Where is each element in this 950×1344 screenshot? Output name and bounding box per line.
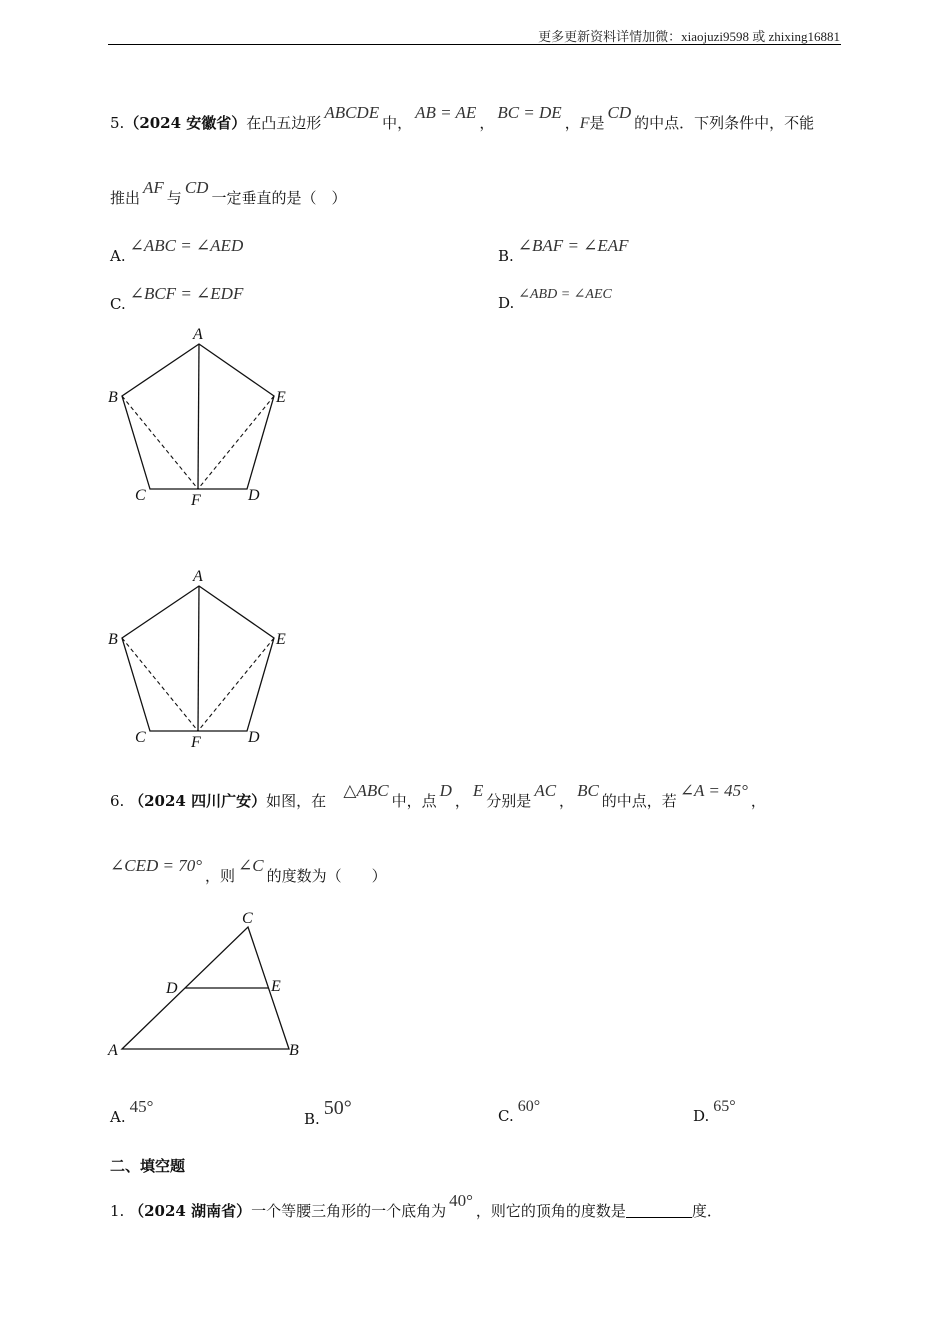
q5-option-a[interactable]	[110, 236, 244, 266]
q6-angle-a: ∠A = 45°	[679, 781, 748, 800]
q5-line-1	[110, 103, 815, 133]
q6-option-b[interactable]	[304, 1097, 352, 1130]
fill1-angle: 40°	[449, 1191, 473, 1210]
fill1-text: 一个等腰三角形的一个底角为	[251, 1202, 447, 1220]
option-label: B.	[498, 247, 514, 265]
q6-number: 6.	[110, 792, 125, 810]
triangle-figure	[100, 905, 320, 1065]
q6-line-2	[110, 856, 387, 886]
q6-triangle: △ABC	[343, 781, 389, 800]
option-label: C.	[110, 295, 126, 313]
label-a: A	[193, 326, 203, 343]
answer-blank[interactable]	[626, 1203, 692, 1218]
q5-segment-cd: CD	[607, 103, 632, 122]
q6-source: （2024 四川广安）	[129, 792, 267, 810]
segment-af	[198, 586, 199, 731]
q6-option-a[interactable]	[110, 1097, 154, 1127]
label-e: E	[276, 389, 286, 406]
label-b: B	[108, 389, 118, 406]
option-text: 60°	[517, 1098, 541, 1115]
q5-text: 的中点．下列条件中，不能	[634, 114, 815, 132]
q6-line-1	[110, 781, 766, 811]
segment-ef	[198, 638, 274, 731]
option-text: ∠ABC = ∠AED	[129, 236, 244, 255]
option-text: 50°	[323, 1097, 352, 1119]
label-d: D	[248, 487, 260, 504]
segment-ef	[198, 396, 274, 489]
label-a: A	[108, 1042, 118, 1059]
label-c: C	[135, 487, 146, 504]
q6-text: 的中点，若	[601, 792, 677, 810]
q6-text: 分别是	[486, 792, 532, 810]
q6-option-c[interactable]	[498, 1098, 541, 1126]
option-label: D.	[498, 294, 515, 312]
q6-angle-c: ∠C	[238, 856, 264, 875]
q5-text: 中，	[382, 114, 413, 132]
option-text: ∠ABD = ∠AEC	[518, 287, 612, 302]
q6-text: 的度数为（ ）	[266, 867, 387, 885]
pentagon-figure-1	[100, 322, 310, 512]
q6-segment-ac: AC	[534, 781, 557, 800]
q5-sep: ，	[564, 114, 580, 132]
q5-line-2	[110, 178, 347, 208]
q5-text: 是	[589, 114, 605, 132]
option-label: A.	[110, 247, 126, 265]
option-text: ∠BCF = ∠EDF	[129, 284, 244, 303]
q5-text: 推出	[110, 189, 141, 207]
q5-source: （2024 安徽省）	[124, 114, 247, 132]
fill1-number: 1.	[110, 1202, 125, 1220]
fill1-line	[110, 1191, 722, 1221]
option-text: ∠BAF = ∠EAF	[517, 236, 629, 255]
q6-point-e: E	[472, 781, 484, 800]
q6-text: 如图，在	[266, 792, 327, 810]
q5-pentagon-name: ABCDE	[324, 103, 380, 122]
q5-option-d[interactable]	[498, 287, 612, 313]
q6-angle-ced: ∠CED = 70°	[110, 856, 203, 875]
label-d: D	[166, 980, 178, 997]
q5-text: 与	[166, 189, 182, 207]
q6-text: 中，点	[391, 792, 437, 810]
q6-text: ，则	[205, 867, 236, 885]
segment-bf	[122, 396, 198, 489]
q5-segment-cd: CD	[184, 178, 209, 197]
label-a: A	[193, 568, 203, 585]
q6-sep: ，	[454, 792, 470, 810]
q6-option-d[interactable]	[693, 1098, 736, 1126]
q5-condition-1: AB = AE	[415, 103, 477, 122]
q5-option-b[interactable]	[498, 236, 629, 266]
header-note: 更多更新资料详情加微：xiaojuzi9598 或 zhixing16881	[538, 29, 840, 44]
fill1-text: ，则它的顶角的度数是	[475, 1202, 626, 1220]
option-text: 65°	[713, 1098, 736, 1115]
label-b: B	[289, 1042, 299, 1059]
q6-point-d: D	[439, 781, 452, 800]
q5-text: 一定垂直的是（ ）	[211, 189, 347, 207]
label-d: D	[248, 729, 260, 746]
label-c: C	[135, 729, 146, 746]
label-e: E	[271, 978, 281, 995]
fill1-source: （2024 湖南省）	[129, 1202, 252, 1220]
label-b: B	[108, 631, 118, 648]
label-c: C	[242, 910, 253, 927]
option-label: C.	[498, 1107, 514, 1125]
q5-point-f: F	[579, 115, 590, 132]
option-text: 45°	[129, 1097, 154, 1116]
option-label: A.	[110, 1108, 126, 1126]
q5-sep: ，	[479, 114, 495, 132]
header-rule	[108, 44, 841, 45]
segment-bf	[122, 638, 198, 731]
option-label: B.	[304, 1110, 320, 1128]
fill1-text: 度．	[691, 1202, 722, 1220]
q6-segment-bc: BC	[577, 781, 599, 800]
segment-af	[198, 344, 199, 489]
q5-number: 5.	[110, 114, 125, 132]
q6-sep: ，	[559, 792, 575, 810]
q5-option-c[interactable]	[110, 284, 244, 314]
label-f: F	[191, 492, 201, 509]
label-e: E	[276, 631, 286, 648]
q5-condition-2: BC = DE	[497, 103, 562, 122]
q6-sep: ，	[750, 792, 766, 810]
q5-segment-af: AF	[143, 178, 164, 197]
section-title: 二、填空题	[110, 1157, 186, 1175]
option-label: D.	[693, 1107, 710, 1125]
q5-text: 在凸五边形	[246, 114, 322, 132]
pentagon-figure-2	[100, 564, 310, 754]
label-f: F	[191, 734, 201, 751]
